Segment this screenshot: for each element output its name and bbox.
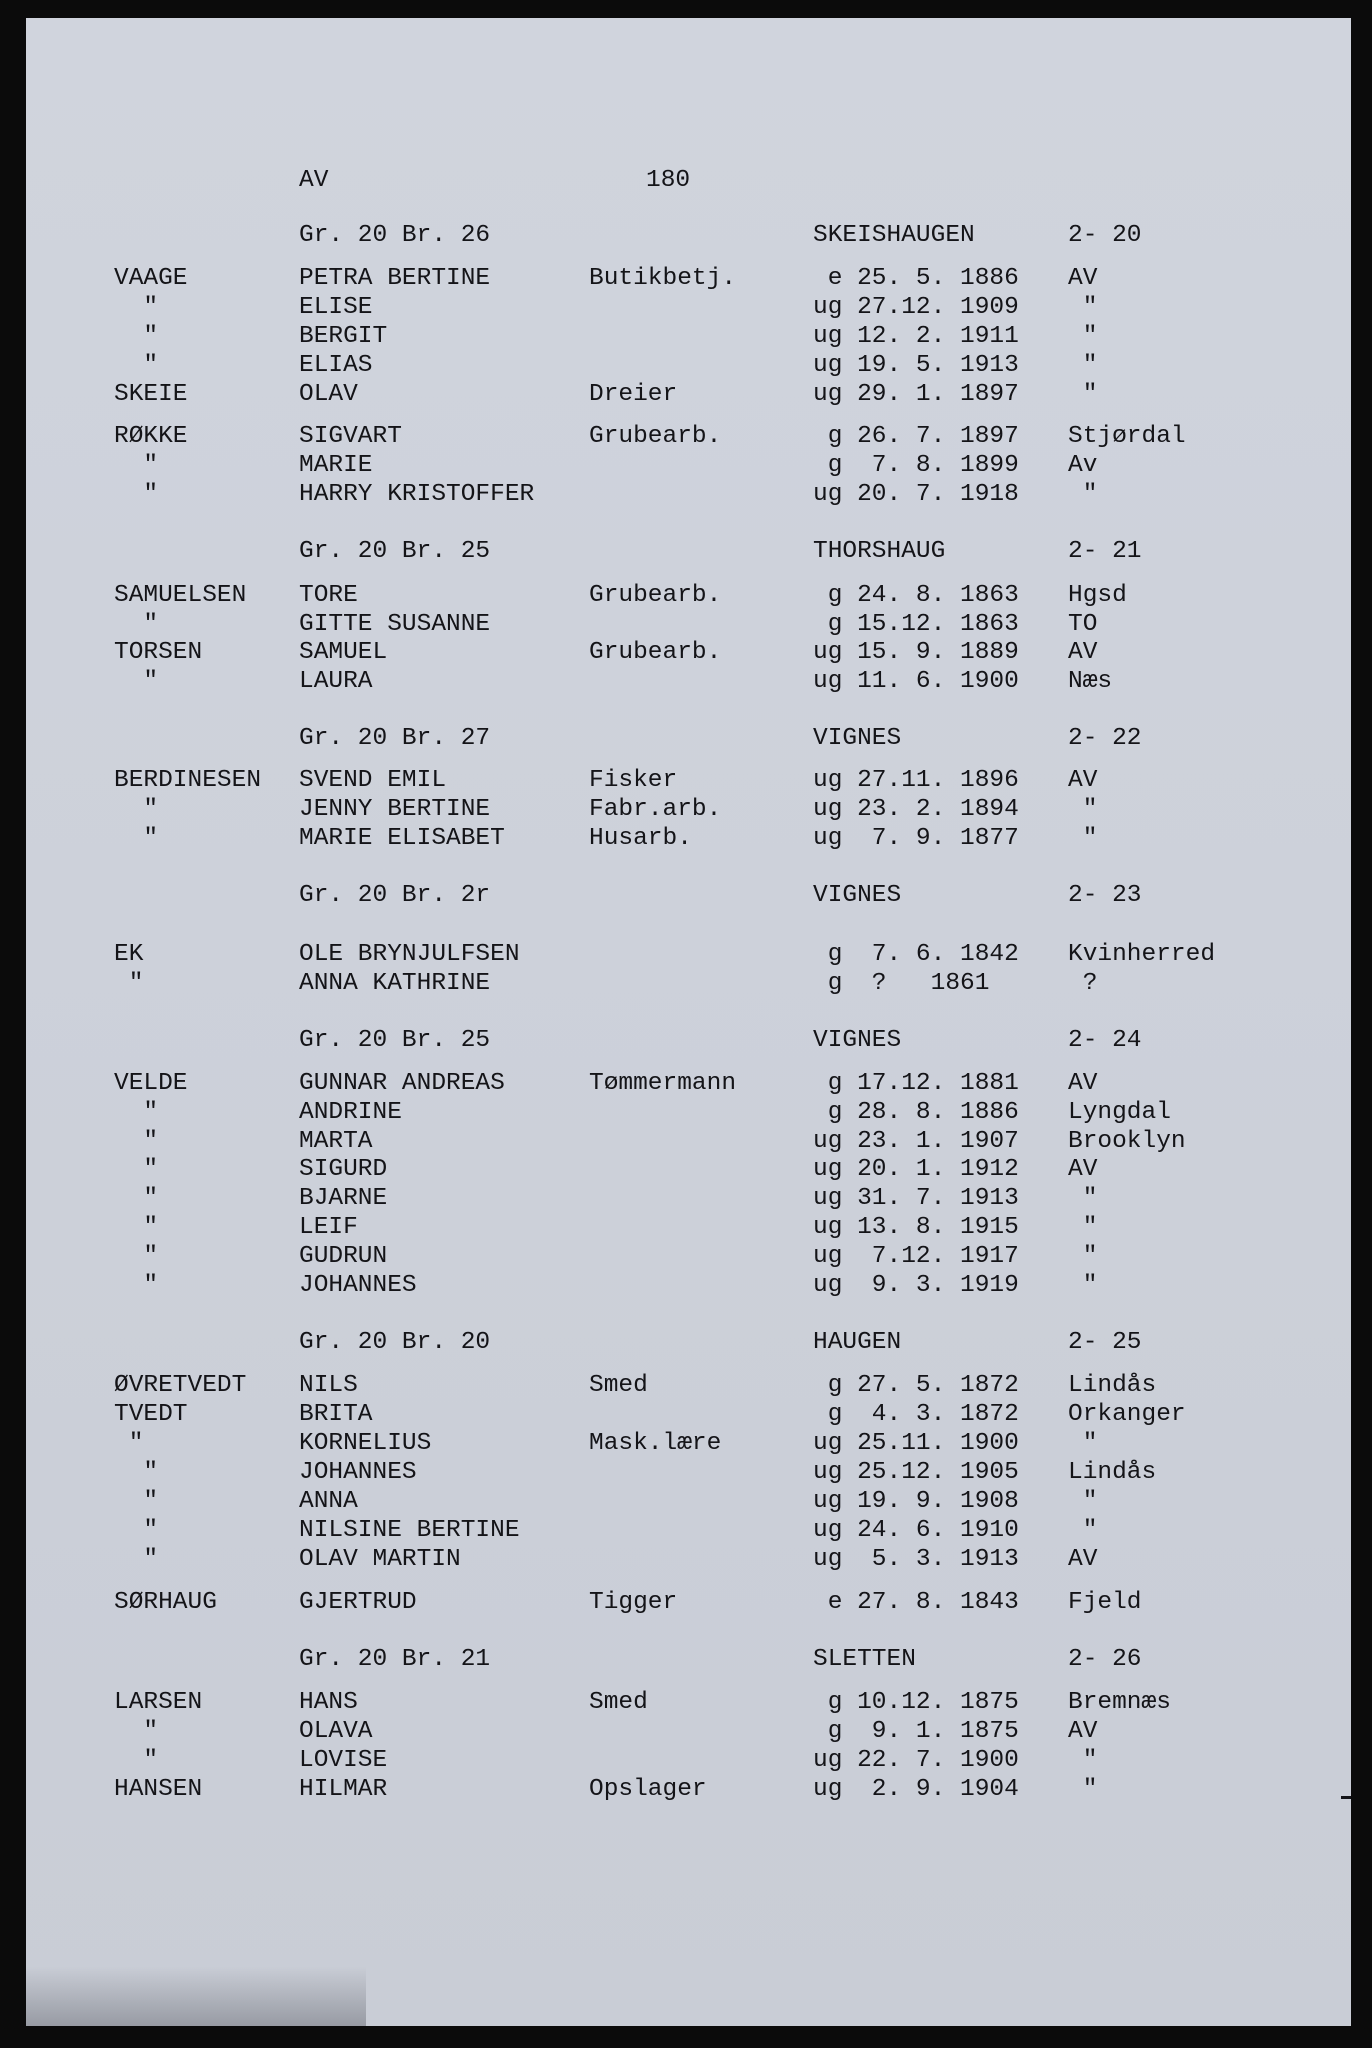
given-names: OLE BRYNJULFSEN bbox=[299, 941, 520, 968]
record-row bbox=[26, 1516, 1351, 1545]
group-header bbox=[26, 221, 1351, 250]
status-date: ug 19. 5. 1913 bbox=[813, 352, 1019, 379]
group-farm: VIGNES bbox=[813, 725, 902, 752]
record-row bbox=[26, 1588, 1351, 1617]
page-header bbox=[26, 166, 1351, 195]
birthplace: " bbox=[1068, 381, 1098, 408]
status-date: ug 29. 1. 1897 bbox=[813, 381, 1019, 408]
group-gr: Gr. 20 Br. 27 bbox=[299, 725, 491, 752]
record-row bbox=[26, 610, 1351, 639]
given-names: MARTA bbox=[299, 1128, 373, 1155]
group-header bbox=[26, 724, 1351, 753]
surname: " bbox=[114, 323, 159, 350]
birthplace: " bbox=[1068, 1214, 1098, 1241]
birthplace: " bbox=[1068, 481, 1098, 508]
status-date: ug 20. 1. 1912 bbox=[813, 1156, 1019, 1183]
surname: " bbox=[114, 1718, 159, 1745]
group-gr: Gr. 20 Br. 20 bbox=[299, 1329, 491, 1356]
group-code: 2- 24 bbox=[1068, 1027, 1142, 1054]
status-date: g 4. 3. 1872 bbox=[813, 1401, 1019, 1428]
surname: " bbox=[114, 1517, 159, 1544]
status-date: ug 5. 3. 1913 bbox=[813, 1546, 1019, 1573]
surname: SAMUELSEN bbox=[114, 582, 247, 609]
record-row bbox=[26, 1184, 1351, 1213]
surname: " bbox=[114, 970, 144, 997]
given-names: BERGIT bbox=[299, 323, 388, 350]
record-row bbox=[26, 1746, 1351, 1775]
record-row bbox=[26, 351, 1351, 380]
given-names: ANNA bbox=[299, 1488, 358, 1515]
given-names: PETRA BERTINE bbox=[299, 265, 491, 292]
birthplace: AV bbox=[1068, 767, 1098, 794]
birthplace: " bbox=[1068, 1243, 1098, 1270]
given-names: NILSINE BERTINE bbox=[299, 1517, 520, 1544]
status-date: ug 13. 8. 1915 bbox=[813, 1214, 1019, 1241]
birthplace: TO bbox=[1068, 611, 1098, 638]
group-code: 2- 26 bbox=[1068, 1646, 1142, 1673]
surname: " bbox=[114, 668, 159, 695]
birthplace: Lindås bbox=[1068, 1372, 1157, 1399]
surname: TORSEN bbox=[114, 639, 203, 666]
status-date: g 7. 8. 1899 bbox=[813, 452, 1019, 479]
surname: " bbox=[114, 1546, 159, 1573]
group-header bbox=[26, 537, 1351, 566]
record-row bbox=[26, 667, 1351, 696]
birthplace: " bbox=[1068, 1776, 1098, 1803]
given-names: JOHANNES bbox=[299, 1272, 417, 1299]
occupation: Tigger bbox=[589, 1589, 678, 1616]
group-header bbox=[26, 1328, 1351, 1357]
given-names: MARIE ELISABET bbox=[299, 825, 505, 852]
surname: " bbox=[114, 1214, 159, 1241]
record-row bbox=[26, 969, 1351, 998]
record-row bbox=[26, 264, 1351, 293]
birthplace: Hgsd bbox=[1068, 582, 1127, 609]
surname: " bbox=[114, 1459, 159, 1486]
birthplace: Fjeld bbox=[1068, 1589, 1142, 1616]
occupation: Grubearb. bbox=[589, 423, 722, 450]
given-names: HARRY KRISTOFFER bbox=[299, 481, 535, 508]
status-date: ug 7.12. 1917 bbox=[813, 1243, 1019, 1270]
record-row bbox=[26, 293, 1351, 322]
record-row bbox=[26, 1069, 1351, 1098]
surname: " bbox=[114, 1099, 159, 1126]
status-date: e 27. 8. 1843 bbox=[813, 1589, 1019, 1616]
record-row bbox=[26, 380, 1351, 409]
occupation: Dreier bbox=[589, 381, 678, 408]
record-row bbox=[26, 1717, 1351, 1746]
given-names: JENNY BERTINE bbox=[299, 796, 491, 823]
birthplace: Av bbox=[1068, 452, 1098, 479]
occupation: Fisker bbox=[589, 767, 678, 794]
status-date: g ? 1861 bbox=[813, 970, 990, 997]
birthplace: " bbox=[1068, 1488, 1098, 1515]
given-names: SAMUEL bbox=[299, 639, 388, 666]
record-row bbox=[26, 766, 1351, 795]
record-row bbox=[26, 322, 1351, 351]
record-row bbox=[26, 1487, 1351, 1516]
birthplace: Brooklyn bbox=[1068, 1128, 1186, 1155]
surname: " bbox=[114, 1430, 144, 1457]
occupation: Fabr.arb. bbox=[589, 796, 722, 823]
status-date: ug 23. 1. 1907 bbox=[813, 1128, 1019, 1155]
status-date: ug 15. 9. 1889 bbox=[813, 639, 1019, 666]
page-number: 180 bbox=[646, 167, 691, 194]
status-date: ug 23. 2. 1894 bbox=[813, 796, 1019, 823]
birthplace: AV bbox=[1068, 1156, 1098, 1183]
birthplace: Kvinherred bbox=[1068, 941, 1216, 968]
status-date: ug 12. 2. 1911 bbox=[813, 323, 1019, 350]
occupation: Tømmermann bbox=[589, 1070, 737, 1097]
surname: SØRHAUG bbox=[114, 1589, 217, 1616]
birthplace: Lyngdal bbox=[1068, 1099, 1171, 1126]
surname: " bbox=[114, 481, 159, 508]
record-row bbox=[26, 451, 1351, 480]
group-farm: HAUGEN bbox=[813, 1329, 902, 1356]
given-names: KORNELIUS bbox=[299, 1430, 432, 1457]
occupation: Mask.lære bbox=[589, 1430, 722, 1457]
status-date: g 10.12. 1875 bbox=[813, 1689, 1019, 1716]
group-farm: VIGNES bbox=[813, 882, 902, 909]
surname: HANSEN bbox=[114, 1776, 203, 1803]
surname: VELDE bbox=[114, 1070, 188, 1097]
status-date: ug 25.12. 1905 bbox=[813, 1459, 1019, 1486]
status-date: g 26. 7. 1897 bbox=[813, 423, 1019, 450]
record-row bbox=[26, 1400, 1351, 1429]
surname: SKEIE bbox=[114, 381, 188, 408]
status-date: ug 31. 7. 1913 bbox=[813, 1185, 1019, 1212]
status-date: ug 20. 7. 1918 bbox=[813, 481, 1019, 508]
surname: ØVRETVEDT bbox=[114, 1372, 247, 1399]
document-page bbox=[26, 18, 1351, 2026]
record-row bbox=[26, 824, 1351, 853]
birthplace: ? bbox=[1068, 970, 1098, 997]
occupation: Husarb. bbox=[589, 825, 692, 852]
birthplace: " bbox=[1068, 352, 1098, 379]
status-date: ug 7. 9. 1877 bbox=[813, 825, 1019, 852]
record-row bbox=[26, 480, 1351, 509]
surname: EK bbox=[114, 941, 144, 968]
surname: " bbox=[114, 1185, 159, 1212]
surname: " bbox=[114, 1747, 159, 1774]
surname: " bbox=[114, 825, 159, 852]
given-names: SIGURD bbox=[299, 1156, 388, 1183]
surname: " bbox=[114, 796, 159, 823]
status-date: ug 9. 3. 1919 bbox=[813, 1272, 1019, 1299]
record-row bbox=[26, 1775, 1351, 1804]
surname: " bbox=[114, 452, 159, 479]
group-gr: Gr. 20 Br. 2r bbox=[299, 882, 491, 909]
surname: RØKKE bbox=[114, 423, 188, 450]
record-row bbox=[26, 1688, 1351, 1717]
occupation: Opslager bbox=[589, 1776, 707, 1803]
surname: " bbox=[114, 352, 159, 379]
birthplace: Lindås bbox=[1068, 1459, 1157, 1486]
given-names: LOVISE bbox=[299, 1747, 388, 1774]
group-farm: SKEISHAUGEN bbox=[813, 222, 975, 249]
record-row bbox=[26, 1098, 1351, 1127]
record-row bbox=[26, 940, 1351, 969]
status-date: g 24. 8. 1863 bbox=[813, 582, 1019, 609]
status-date: ug 11. 6. 1900 bbox=[813, 668, 1019, 695]
record-row bbox=[26, 422, 1351, 451]
status-date: ug 22. 7. 1900 bbox=[813, 1747, 1019, 1774]
given-names: MARIE bbox=[299, 452, 373, 479]
margin-mark bbox=[1341, 1796, 1351, 1799]
status-date: ug 24. 6. 1910 bbox=[813, 1517, 1019, 1544]
given-names: LEIF bbox=[299, 1214, 358, 1241]
birthplace: " bbox=[1068, 294, 1098, 321]
record-row bbox=[26, 1242, 1351, 1271]
group-gr: Gr. 20 Br. 26 bbox=[299, 222, 491, 249]
birthplace: " bbox=[1068, 323, 1098, 350]
group-code: 2- 21 bbox=[1068, 538, 1142, 565]
group-code: 2- 22 bbox=[1068, 725, 1142, 752]
surname: VAAGE bbox=[114, 265, 188, 292]
group-gr: Gr. 20 Br. 25 bbox=[299, 538, 491, 565]
record-row bbox=[26, 1213, 1351, 1242]
given-names: NILS bbox=[299, 1372, 358, 1399]
group-farm: SLETTEN bbox=[813, 1646, 916, 1673]
status-date: g 17.12. 1881 bbox=[813, 1070, 1019, 1097]
given-names: OLAV MARTIN bbox=[299, 1546, 461, 1573]
given-names: SIGVART bbox=[299, 423, 402, 450]
birthplace: AV bbox=[1068, 265, 1098, 292]
status-date: g 27. 5. 1872 bbox=[813, 1372, 1019, 1399]
surname: LARSEN bbox=[114, 1689, 203, 1716]
given-names: HILMAR bbox=[299, 1776, 388, 1803]
given-names: GITTE SUSANNE bbox=[299, 611, 491, 638]
given-names: HANS bbox=[299, 1689, 358, 1716]
birthplace: Næs bbox=[1068, 668, 1113, 695]
group-header bbox=[26, 1026, 1351, 1055]
given-names: ELISE bbox=[299, 294, 373, 321]
record-row bbox=[26, 1155, 1351, 1184]
status-date: ug 27.12. 1909 bbox=[813, 294, 1019, 321]
record-row bbox=[26, 1545, 1351, 1574]
group-header bbox=[26, 1645, 1351, 1674]
group-gr: Gr. 20 Br. 21 bbox=[299, 1646, 491, 1673]
status-date: e 25. 5. 1886 bbox=[813, 265, 1019, 292]
given-names: BRITA bbox=[299, 1401, 373, 1428]
record-row bbox=[26, 1429, 1351, 1458]
occupation: Butikbetj. bbox=[589, 265, 737, 292]
given-names: ELIAS bbox=[299, 352, 373, 379]
surname: " bbox=[114, 1128, 159, 1155]
given-names: OLAV bbox=[299, 381, 358, 408]
record-row bbox=[26, 795, 1351, 824]
given-names: ANDRINE bbox=[299, 1099, 402, 1126]
status-date: ug 19. 9. 1908 bbox=[813, 1488, 1019, 1515]
header-av: AV bbox=[299, 167, 329, 194]
birthplace: " bbox=[1068, 1747, 1098, 1774]
group-header bbox=[26, 881, 1351, 910]
birthplace: " bbox=[1068, 1430, 1098, 1457]
group-code: 2- 20 bbox=[1068, 222, 1142, 249]
birthplace: Bremnæs bbox=[1068, 1689, 1171, 1716]
birthplace: " bbox=[1068, 1185, 1098, 1212]
status-date: g 7. 6. 1842 bbox=[813, 941, 1019, 968]
given-names: LAURA bbox=[299, 668, 373, 695]
status-date: ug 27.11. 1896 bbox=[813, 767, 1019, 794]
group-gr: Gr. 20 Br. 25 bbox=[299, 1027, 491, 1054]
group-code: 2- 23 bbox=[1068, 882, 1142, 909]
birthplace: AV bbox=[1068, 1718, 1098, 1745]
given-names: GJERTRUD bbox=[299, 1589, 417, 1616]
surname: " bbox=[114, 1272, 159, 1299]
occupation: Grubearb. bbox=[589, 639, 722, 666]
record-row bbox=[26, 1271, 1351, 1300]
status-date: g 9. 1. 1875 bbox=[813, 1718, 1019, 1745]
given-names: BJARNE bbox=[299, 1185, 388, 1212]
record-row bbox=[26, 1127, 1351, 1156]
given-names: ANNA KATHRINE bbox=[299, 970, 491, 997]
birthplace: AV bbox=[1068, 639, 1098, 666]
group-farm: VIGNES bbox=[813, 1027, 902, 1054]
given-names: TORE bbox=[299, 582, 358, 609]
record-row bbox=[26, 1371, 1351, 1400]
given-names: OLAVA bbox=[299, 1718, 373, 1745]
status-date: ug 25.11. 1900 bbox=[813, 1430, 1019, 1457]
surname: TVEDT bbox=[114, 1401, 188, 1428]
surname: " bbox=[114, 294, 159, 321]
birthplace: AV bbox=[1068, 1070, 1098, 1097]
group-code: 2- 25 bbox=[1068, 1329, 1142, 1356]
surname: " bbox=[114, 1243, 159, 1270]
given-names: GUDRUN bbox=[299, 1243, 388, 1270]
birthplace: Stjørdal bbox=[1068, 423, 1186, 450]
group-farm: THORSHAUG bbox=[813, 538, 946, 565]
occupation: Smed bbox=[589, 1689, 648, 1716]
birthplace: " bbox=[1068, 1272, 1098, 1299]
surname: " bbox=[114, 1488, 159, 1515]
record-row bbox=[26, 638, 1351, 667]
given-names: JOHANNES bbox=[299, 1459, 417, 1486]
surname: " bbox=[114, 1156, 159, 1183]
birthplace: AV bbox=[1068, 1546, 1098, 1573]
status-date: ug 2. 9. 1904 bbox=[813, 1776, 1019, 1803]
record-row bbox=[26, 1458, 1351, 1487]
birthplace: " bbox=[1068, 796, 1098, 823]
occupation: Grubearb. bbox=[589, 582, 722, 609]
occupation: Smed bbox=[589, 1372, 648, 1399]
birthplace: Orkanger bbox=[1068, 1401, 1186, 1428]
status-date: g 28. 8. 1886 bbox=[813, 1099, 1019, 1126]
record-row bbox=[26, 581, 1351, 610]
given-names: GUNNAR ANDREAS bbox=[299, 1070, 505, 1097]
status-date: g 15.12. 1863 bbox=[813, 611, 1019, 638]
birthplace: " bbox=[1068, 825, 1098, 852]
surname: " bbox=[114, 611, 159, 638]
surname: BERDINESEN bbox=[114, 767, 262, 794]
birthplace: " bbox=[1068, 1517, 1098, 1544]
given-names: SVEND EMIL bbox=[299, 767, 447, 794]
